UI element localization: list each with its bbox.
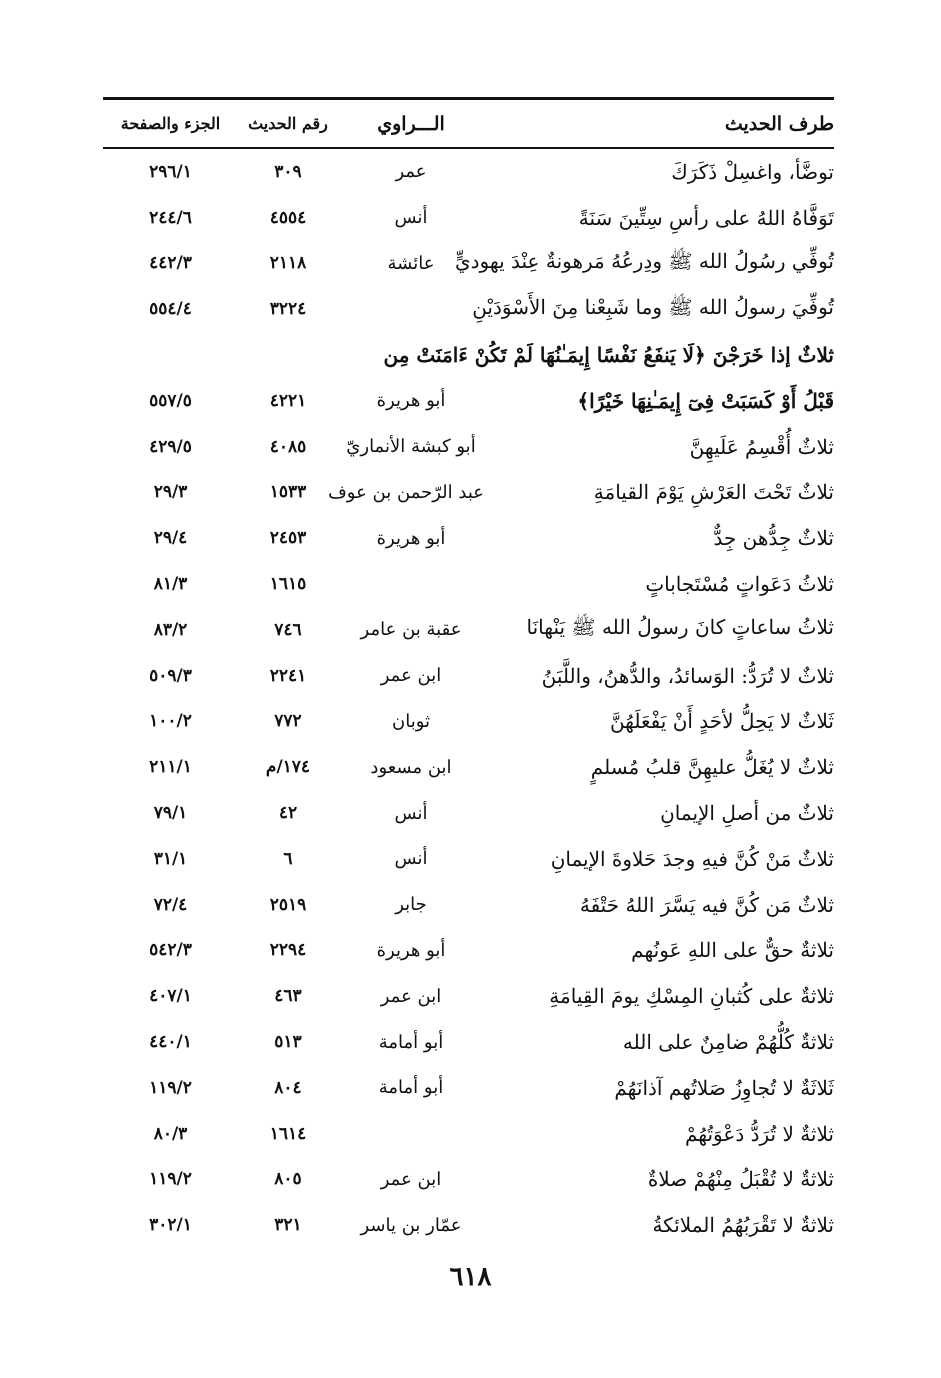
- row-rawi: أبو هريرة: [376, 939, 446, 961]
- header-number: رقم الحديث: [248, 114, 328, 133]
- row-ref: ٨٠/٣: [153, 1123, 188, 1144]
- row-number: ٢٢٤١: [269, 665, 307, 686]
- row-hadith: ثلاثةٌ على كُثبانِ المِسْكِ يومَ القِيامَةِ: [549, 984, 834, 1009]
- table-row: [103, 836, 834, 882]
- header-rawi: الـــراوي: [377, 112, 445, 135]
- table-row: [103, 149, 834, 195]
- row-number: ٤٢: [278, 803, 298, 824]
- row-rawi: أبو هريرة: [376, 527, 446, 549]
- table-row: [103, 607, 834, 653]
- table-row: [103, 1202, 834, 1248]
- table-row: [103, 424, 834, 470]
- row-hadith: ثلاثٌ أُقْسِمُ عَلَيهِنَّ: [689, 434, 834, 459]
- row-number: ٢١١٨: [269, 253, 307, 274]
- table-row: [103, 286, 834, 332]
- row-number: ٦: [283, 848, 293, 869]
- row-hadith: قَبْلُ أَوْ كَسَبَتْ فِىٓ إِيمَـٰنِهَا خَيْرًا﴾: [577, 388, 834, 413]
- row-ref: ٢١١/١: [149, 757, 192, 778]
- row-hadith: ثَلاثٌ لا يَحِلُّ لأحَدٍ أَنْ يَفْعَلَهُنَّ: [609, 709, 834, 734]
- row-hadith: ثلاثٌ تَحْتَ العَرْشِ يَوْمَ القيامَةِ: [593, 480, 834, 505]
- row-ref: ٥٤٢/٣: [149, 940, 192, 961]
- row-ref: ٣١/١: [153, 848, 188, 869]
- table-row: [103, 470, 834, 516]
- row-hadith: تَوَفَّاهُ اللهُ على رأسِ سِتِّينَ سَنَةً: [578, 205, 834, 230]
- row-ref: ٢٩٦/١: [149, 161, 192, 182]
- row-rawi: عمر: [395, 161, 427, 183]
- row-ref: ٤٢٩/٥: [149, 436, 192, 457]
- row-ref: ٧٢/٤: [153, 894, 188, 915]
- row-rawi: جابر: [395, 894, 427, 916]
- row-ref: ٢٩/٣: [153, 482, 188, 503]
- row-ref: ٥٠٩/٣: [149, 665, 192, 686]
- row-number: ١٧٤/م: [265, 757, 311, 778]
- row-ref: ٣٠٢/١: [149, 1215, 192, 1236]
- index-table: [103, 97, 834, 1248]
- row-number: ٣٢١: [274, 1215, 302, 1236]
- row-rawi: أبو كبشة الأنماريّ: [346, 436, 476, 458]
- row-ref: ١١٩/٢: [149, 1077, 192, 1098]
- row-number: ١٥٣٣: [269, 482, 307, 503]
- row-number: ٣٢٢٤: [269, 299, 307, 320]
- row-number: ٢٤٥٣: [269, 528, 307, 549]
- row-hadith: ثلاثٌ مَن كُنَّ فيه يَسَّرَ اللهُ حَتْفَهُ: [579, 892, 834, 917]
- row-number: ٨٠٥: [274, 1169, 302, 1190]
- row-ref: ٨٣/٢: [153, 619, 188, 640]
- row-ref: ٨١/٣: [153, 574, 188, 595]
- row-rawi: ابن عمر: [380, 1168, 442, 1190]
- row-hadith: ثلاثٌ لا يُغَلُّ عليهِنَّ قلبُ مُسلمٍ: [590, 755, 834, 780]
- row-hadith: ثلاثةٌ حقٌّ على اللهِ عَونُهم: [631, 938, 834, 963]
- row-ref: ٥٥٧/٥: [149, 390, 192, 411]
- table-row: [103, 653, 834, 699]
- row-rawi: أبو أمامة: [378, 1077, 444, 1099]
- row-number: ٧٤٦: [274, 619, 302, 640]
- table-row: [103, 790, 834, 836]
- table-row: [103, 195, 834, 241]
- row-hadith: تُوفِّي رسُولُ الله ﷺ ودِرعُهُ مَرهونةٌ عِنْدَ يهوديٍّ: [454, 248, 834, 273]
- row-rawi: عقبة بن عامر: [360, 619, 462, 641]
- row-hadith: ثلاثُ ساعاتٍ كانَ رسولُ الله ﷺ يَنْهانَا: [526, 615, 834, 640]
- table-header: [103, 97, 834, 149]
- row-rawi: أنس: [394, 802, 428, 824]
- row-hadith: ثلاثةٌ كُلُّهُمْ ضامِنٌ على الله: [622, 1030, 834, 1055]
- row-hadith: ثلاثُ دَعَواتٍ مُسْتَجاباتٍ: [645, 572, 834, 597]
- table-row: [103, 928, 834, 974]
- row-rawi: ابن عمر: [380, 665, 442, 687]
- row-number: ٤٥٥٤: [269, 207, 307, 228]
- row-rawi: ابن مسعود: [370, 756, 452, 778]
- table-row: [103, 515, 834, 561]
- row-ref: ٤٤٢/٣: [149, 253, 192, 274]
- header-ref: الجزء والصفحة: [120, 114, 221, 133]
- table-row: [103, 241, 834, 287]
- row-number: ١٦١٤: [269, 1123, 307, 1144]
- row-hadith: توضَّأ، واغسِلْ ذَكَرَكَ: [671, 159, 834, 184]
- row-hadith: ثلاثٌ لا تُرَدُّ: الوَسائدُ، والدُّهنُ، واللَّبَنُ: [541, 663, 834, 688]
- row-hadith: ثلاثٌ مَنْ كُنَّ فيهِ وجدَ حَلاوةَ الإيمانِ: [550, 846, 834, 871]
- row-hadith: تُوفِّيَ رسولُ الله ﷺ وما شَبِعْنا مِنَ الأَسْوَدَيْنِ: [472, 294, 834, 319]
- row-rawi: ثوبان: [391, 710, 431, 732]
- table-row: [103, 561, 834, 607]
- table-row: [103, 1157, 834, 1203]
- row-ref: ١٠٠/٢: [149, 711, 192, 732]
- table-row: [103, 378, 834, 424]
- row-ref: ٤٤٠/١: [149, 1032, 192, 1053]
- row-number: ٢٢٩٤: [269, 940, 307, 961]
- table-row: [103, 744, 834, 790]
- row-number: ٣٠٩: [274, 161, 302, 182]
- table-row: [103, 882, 834, 928]
- row-rawi: أبو أمامة: [378, 1031, 444, 1053]
- table-row: [103, 332, 834, 378]
- row-ref: ٢٩/٤: [153, 528, 188, 549]
- page-number: ٦١٨: [449, 1262, 492, 1292]
- row-number: ٥١٣: [274, 1032, 302, 1053]
- row-ref: ٥٥٤/٤: [149, 299, 192, 320]
- row-rawi: عائشة: [387, 252, 435, 274]
- row-number: ٧٧٢: [274, 711, 302, 732]
- row-hadith: ثلاثةٌ لا تَقْرَبُهُمُ الملائكةُ: [652, 1213, 834, 1238]
- row-rawi: عبد الرّحمن بن عوف: [328, 481, 484, 503]
- row-hadith: ثلاثٌ إذا خَرَجْنَ ﴿لَا يَنفَعُ نَفْسًا إِيمَـٰنُهَا لَمْ تَكُنْ ءَامَنَتْ مِن: [383, 343, 834, 368]
- row-rawi: أنس: [394, 848, 428, 870]
- table-row: [103, 1111, 834, 1157]
- row-rawi: ابن عمر: [380, 985, 442, 1007]
- row-hadith: ثلاثٌ من أصلِ الإيمانِ: [660, 801, 834, 826]
- row-hadith: ثلاثةٌ لا تُرَدُّ دَعْوَتُهُمْ: [684, 1121, 834, 1146]
- table-body: [103, 149, 834, 1248]
- table-row: [103, 1019, 834, 1065]
- row-hadith: ثلاثٌ جِدُّهن جِدٌّ: [713, 526, 834, 551]
- row-number: ١٦١٥: [269, 574, 307, 595]
- row-number: ٤٢٢١: [269, 390, 307, 411]
- table-row: [103, 699, 834, 745]
- row-number: ٤٦٣: [274, 986, 302, 1007]
- table-row: [103, 973, 834, 1019]
- row-hadith: ثلاثةٌ لا تُقْبَلُ مِنْهُمْ صلاةٌ: [647, 1167, 834, 1192]
- row-ref: ٢٤٤/٦: [149, 207, 192, 228]
- row-rawi: أنس: [394, 207, 428, 229]
- table-row: [103, 1065, 834, 1111]
- row-ref: ٧٩/١: [153, 803, 188, 824]
- row-ref: ١١٩/٢: [149, 1169, 192, 1190]
- row-ref: ٤٠٧/١: [149, 986, 192, 1007]
- row-rawi: أبو هريرة: [376, 390, 446, 412]
- row-rawi: عمّار بن ياسر: [360, 1214, 462, 1236]
- row-number: ٢٥١٩: [269, 894, 307, 915]
- row-number: ٨٠٤: [274, 1077, 302, 1098]
- header-hadith: طرف الحديث: [724, 112, 834, 135]
- row-number: ٤٠٨٥: [269, 436, 307, 457]
- row-hadith: ثَلاثَةٌ لا تُجاوِزُ صَلاتُهم آذانَهُمْ: [614, 1075, 834, 1100]
